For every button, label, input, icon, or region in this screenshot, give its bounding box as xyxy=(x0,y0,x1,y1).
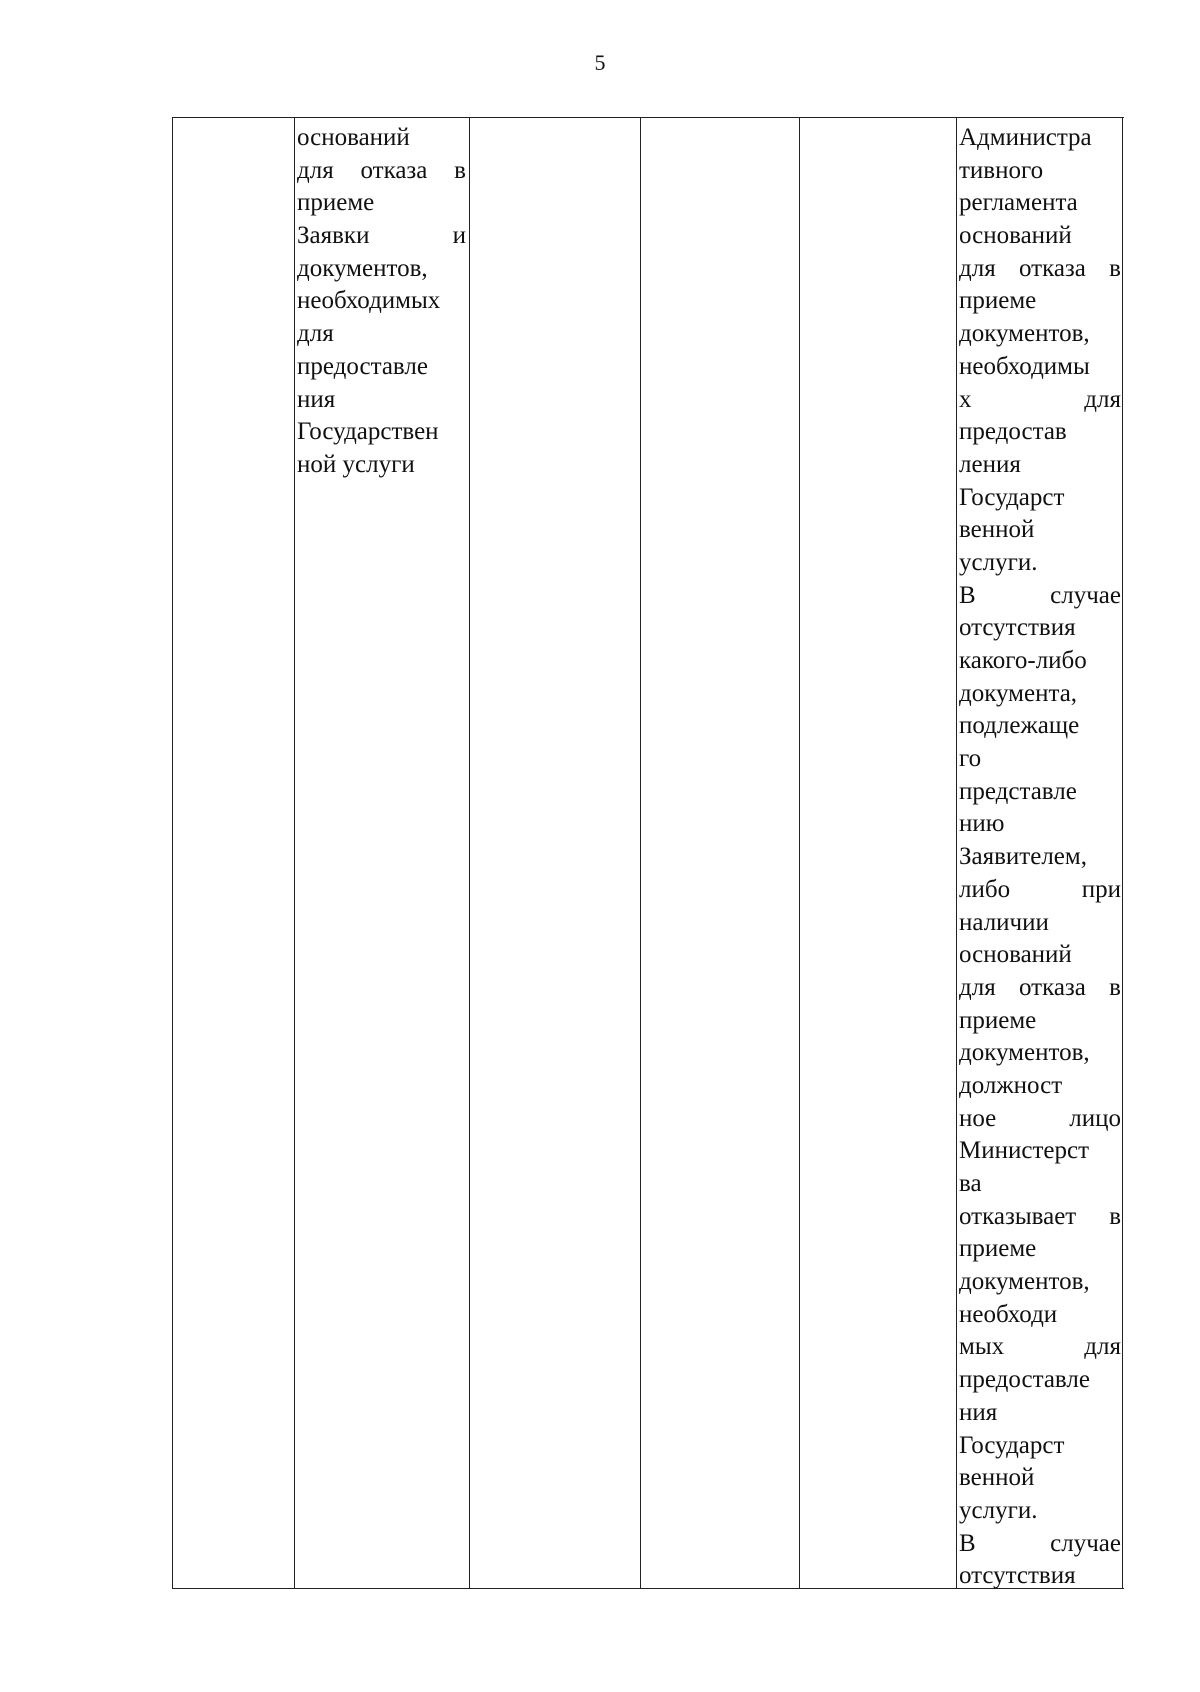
cell-text-line: Администра xyxy=(959,124,1092,151)
table-cell-column-6 xyxy=(959,122,1121,1593)
cell-text-line: отсутствия xyxy=(959,1562,1076,1590)
cell-text-line: Заявки и xyxy=(297,222,466,250)
table-column-border xyxy=(956,118,957,1588)
cell-text-line: ва xyxy=(959,1170,982,1197)
cell-text-line: необходимых xyxy=(297,287,441,315)
cell-text-line: го xyxy=(959,745,982,773)
cell-text-line: венной xyxy=(959,516,1035,544)
cell-text-line: документов, xyxy=(959,320,1090,348)
cell-text-line: необходи xyxy=(959,1300,1058,1328)
page-number: 5 xyxy=(594,50,606,75)
cell-text-line: подлежаще xyxy=(959,712,1080,740)
table-column-border xyxy=(640,118,641,1588)
cell-text-line: документа, xyxy=(959,679,1078,707)
table-column-border xyxy=(799,118,800,1588)
cell-text-line: представле xyxy=(959,777,1077,805)
cell-text-line: для отказа в xyxy=(297,156,466,184)
cell-text-line: ное лицо xyxy=(959,1104,1121,1132)
cell-text-line: ления xyxy=(959,450,1021,478)
cell-text-line: предостав xyxy=(959,418,1067,446)
cell-text-line: для отказа в xyxy=(959,973,1121,1001)
cell-text-line: Государст xyxy=(959,483,1065,511)
cell-text-line: для отказа в xyxy=(959,254,1121,282)
regulation-table xyxy=(172,117,1124,1589)
table-column-border xyxy=(1122,118,1123,1588)
table-column-border xyxy=(469,118,470,1588)
cell-text-line: отказывает в xyxy=(959,1202,1121,1230)
cell-text-line: ной услуги xyxy=(297,450,415,478)
cell-text-line: документов, xyxy=(959,1039,1090,1067)
cell-text-line: какого-либо xyxy=(959,647,1087,674)
cell-text-line: В случае xyxy=(959,1529,1121,1557)
cell-text-line: венной xyxy=(959,1464,1035,1492)
cell-text-line: Заявителем, xyxy=(959,843,1087,871)
cell-text-line: документов, xyxy=(959,1268,1090,1296)
cell-text-line: документов, xyxy=(297,254,428,282)
cell-text-line: приеме xyxy=(959,1006,1037,1034)
cell-text-line: регламента xyxy=(959,189,1078,217)
cell-text-line: нию xyxy=(959,810,1005,838)
cell-text-line: мых для xyxy=(959,1333,1121,1361)
cell-text-line: оснований xyxy=(959,222,1072,250)
table-column-border xyxy=(294,118,295,1588)
cell-text-line: Государствен xyxy=(297,418,439,446)
cell-text-line: необходимы xyxy=(959,352,1090,380)
cell-text-line: оснований xyxy=(297,124,410,151)
cell-text-line: ния xyxy=(959,1398,998,1426)
table-cell-column-2 xyxy=(297,122,466,482)
cell-text-line: предоставле xyxy=(297,352,428,380)
cell-text-line: приеме xyxy=(959,1235,1037,1263)
cell-text-line: услуги. xyxy=(959,548,1038,576)
cell-text-line: оснований xyxy=(959,941,1072,969)
table-column-border xyxy=(172,118,173,1588)
cell-text-line: х для xyxy=(959,385,1121,413)
cell-text-line: тивного xyxy=(959,156,1044,184)
cell-text-line: наличии xyxy=(959,908,1049,936)
cell-text-line: Государст xyxy=(959,1431,1065,1459)
cell-text-line: приеме xyxy=(959,287,1037,315)
cell-text-line: отсутствия xyxy=(959,614,1076,642)
cell-text-line: приеме xyxy=(297,189,375,217)
cell-text-line: либо при xyxy=(959,875,1121,903)
cell-text-line: ния xyxy=(297,385,336,413)
cell-text-line: Министерст xyxy=(959,1137,1090,1165)
cell-text-line: В случае xyxy=(959,581,1121,609)
cell-text-line: должност xyxy=(959,1071,1063,1099)
cell-text-line: услуги. xyxy=(959,1496,1038,1524)
cell-text-line: для xyxy=(297,320,334,348)
cell-text-line: предоставле xyxy=(959,1366,1090,1394)
